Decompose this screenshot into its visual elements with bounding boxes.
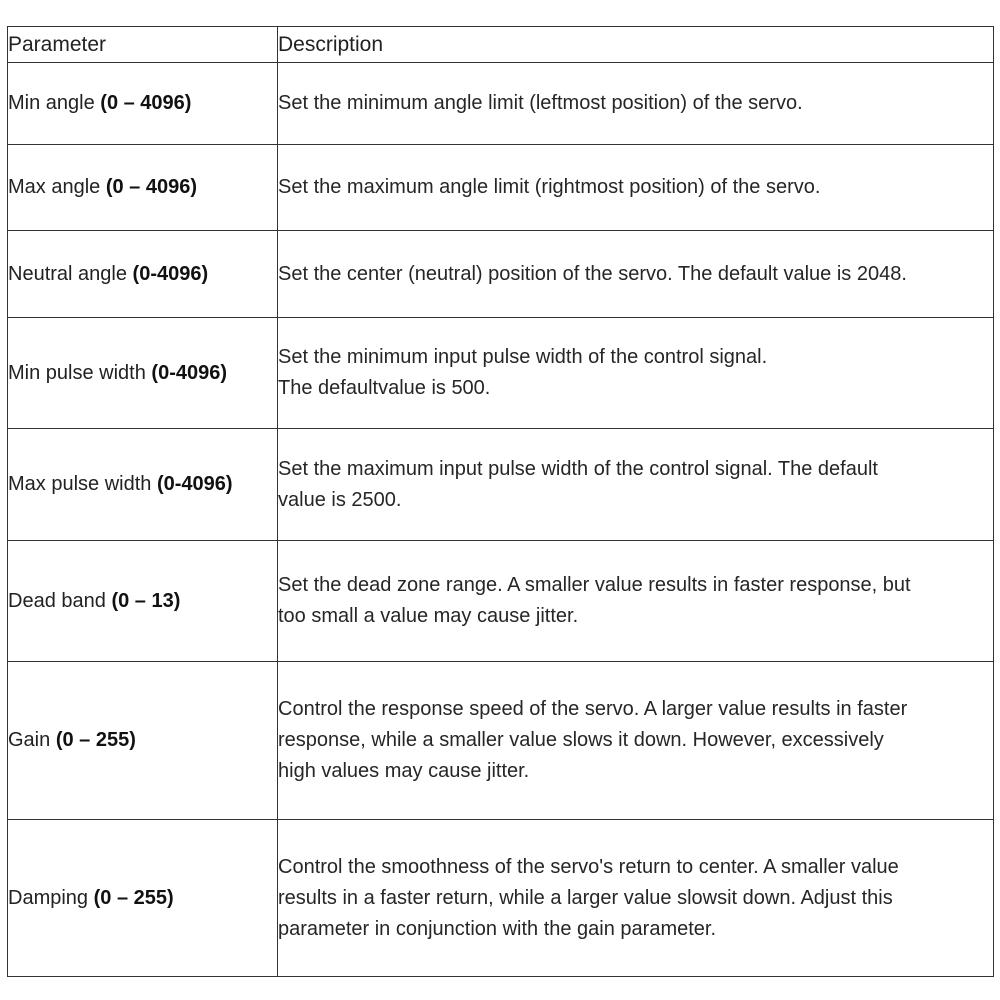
parameter-range: (0 – 4096) xyxy=(100,92,192,114)
parameter-name: Dead band xyxy=(8,589,106,612)
description-cell xyxy=(278,820,994,977)
parameter-cell xyxy=(8,231,278,318)
parameter-range: (0-4096) xyxy=(156,473,233,495)
description-line: high values may cause jitter. xyxy=(278,760,530,782)
parameter-range: (0 – 255) xyxy=(93,886,174,909)
parameter-range: (0 – 255) xyxy=(55,729,136,751)
description-line: Control the smoothness of the servo's return to center. A smaller value xyxy=(278,855,899,878)
description-line: Set the maximum input pulse width of the control signal. The default xyxy=(278,457,878,480)
header-parameter: Parameter xyxy=(8,27,278,63)
description-cell xyxy=(278,63,994,145)
parameter-range: (0-4096) xyxy=(151,361,228,384)
table-row xyxy=(8,231,994,318)
parameter-cell xyxy=(8,541,278,662)
description-cell xyxy=(278,429,994,541)
parameter-name: Min pulse width xyxy=(8,361,146,384)
description-cell xyxy=(278,662,994,820)
description-line: response, while a smaller value slows it down. However, excessively xyxy=(278,729,884,751)
description-line: Set the maximum angle limit (rightmost position) of the servo. xyxy=(278,176,821,198)
description-line: Set the minimum angle limit (leftmost position) of the servo. xyxy=(278,92,803,114)
table-row xyxy=(8,662,994,820)
parameter-cell xyxy=(8,318,278,429)
parameter-cell xyxy=(8,820,278,977)
parameter-table xyxy=(7,26,994,977)
parameter-name: Neutral angle xyxy=(8,262,127,285)
parameter-name: Max angle xyxy=(8,176,101,198)
table-row xyxy=(8,541,994,662)
parameter-cell xyxy=(8,63,278,145)
parameter-range: (0 – 4096) xyxy=(105,176,198,198)
description-line: Set the center (neutral) position of the servo. The default value is 2048. xyxy=(278,262,907,285)
description-cell xyxy=(278,318,994,429)
description-cell xyxy=(278,541,994,662)
parameter-cell xyxy=(8,429,278,541)
parameter-name: Max pulse width xyxy=(8,473,152,495)
description-cell xyxy=(278,145,994,231)
header-row xyxy=(8,27,994,63)
parameter-cell xyxy=(8,145,278,231)
description-line: parameter in conjunction with the gain parameter. xyxy=(278,917,717,940)
table-row xyxy=(8,145,994,231)
table-row xyxy=(8,318,994,429)
description-line: value is 2500. xyxy=(278,488,402,511)
description-line: too small a value may cause jitter. xyxy=(278,605,579,627)
table-row xyxy=(8,820,994,977)
header-description: Description xyxy=(278,27,994,63)
parameter-range: (0 – 13) xyxy=(111,589,181,612)
description-line: results in a faster return, while a larger value slowsit down. Adjust this xyxy=(278,886,893,909)
description-line: Control the response speed of the servo. A larger value results in faster xyxy=(278,698,908,720)
parameter-name: Gain xyxy=(8,729,51,751)
description-cell xyxy=(278,231,994,318)
parameter-range: (0-4096) xyxy=(132,262,209,285)
parameter-name: Min angle xyxy=(8,92,95,114)
parameter-name: Damping xyxy=(8,886,89,909)
description-line: The defaultvalue is 500. xyxy=(278,377,491,399)
description-line: Set the dead zone range. A smaller value results in faster response, but xyxy=(278,574,911,596)
parameter-cell xyxy=(8,662,278,820)
description-line: Set the minimum input pulse width of the control signal. xyxy=(278,346,768,368)
table-row xyxy=(8,429,994,541)
table-row xyxy=(8,63,994,145)
